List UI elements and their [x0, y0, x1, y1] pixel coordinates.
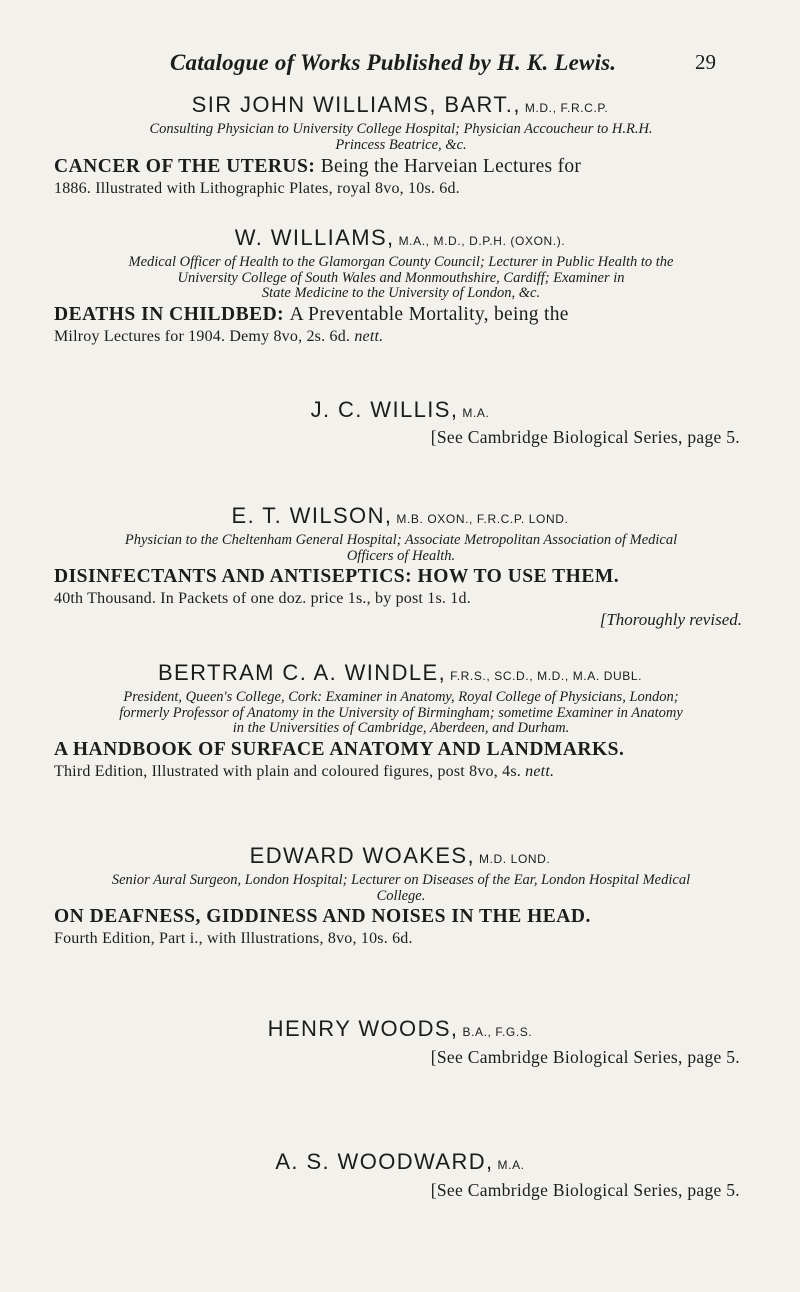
author-heading — [0, 503, 800, 529]
cross-reference: [See Cambridge Biological Series, page 5. — [430, 427, 740, 447]
book-detail: 1886. Illustrated with Lithographic Plates, royal 8vo, 10s. 6d. — [54, 180, 460, 197]
revision-note: [Thoroughly revised. — [599, 610, 742, 629]
author-affiliation — [58, 690, 744, 737]
author-heading — [0, 1149, 800, 1175]
page-number: 29 — [695, 50, 716, 74]
author-heading — [0, 397, 800, 423]
book-detail-nett: nett. — [525, 763, 555, 780]
author-name: SIR JOHN WILLIAMS, BART., — [191, 92, 521, 117]
cross-reference: [See Cambridge Biological Series, page 5. — [430, 1180, 740, 1200]
book-title-main: CANCER OF THE UTERUS: — [54, 156, 316, 177]
book-title — [54, 304, 754, 326]
author-degrees: F.R.S., SC.D., M.D., M.A. DUBL. — [450, 669, 643, 683]
book-detail: 40th Thousand. In Packets of one doz. price 1s., by post 1s. 1d. — [54, 590, 471, 607]
author-name: EDWARD WOAKES, — [249, 843, 475, 868]
author-heading — [0, 843, 800, 869]
affiliation-line: Physician to the Cheltenham General Hospital; Associate Metropolitan Association of Medical — [124, 532, 678, 548]
affiliation-line: in the Universities of Cambridge, Aberdeen, and Durham. — [232, 720, 570, 736]
author-name: W. WILLIAMS, — [234, 225, 395, 250]
running-title: Catalogue of Works Published by H. K. Lewis. — [170, 50, 617, 75]
author-name: BERTRAM C. A. WINDLE, — [157, 660, 447, 685]
book-title — [54, 739, 754, 761]
book-detail: Fourth Edition, Part i., with Illustrations, 8vo, 10s. 6d. — [54, 930, 413, 947]
author-affiliation — [58, 533, 744, 564]
affiliation-line: Medical Officer of Health to the Glamorgan County Council; Lecturer in Public Health to the — [128, 254, 674, 270]
author-degrees: M.D., F.R.C.P. — [524, 101, 609, 115]
book-title-main: DEATHS IN CHILDBED: — [54, 304, 285, 325]
book-title — [54, 906, 754, 928]
book-detail-text: Milroy Lectures for 1904. Demy 8vo, 2s. 6d. — [54, 328, 351, 345]
affiliation-line: Consulting Physician to University College Hospital; Physician Accoucheur to H.R.H. — [149, 121, 653, 137]
author-degrees: M.A. — [462, 406, 490, 420]
book-detail-text: Third Edition, Illustrated with plain and coloured figures, post 8vo, 4s. — [54, 763, 521, 780]
author-name: HENRY WOODS, — [267, 1016, 459, 1041]
book-detail — [54, 328, 754, 346]
book-detail — [54, 763, 754, 781]
author-affiliation — [58, 122, 744, 153]
author-affiliation — [58, 255, 744, 302]
affiliation-line: President, Queen's College, Cork: Examiner in Anatomy, Royal College of Physicians, London; — [123, 689, 679, 705]
author-degrees: M.B. OXON., F.R.C.P. LOND. — [396, 512, 569, 526]
affiliation-line: formerly Professor of Anatomy in the University of Birmingham; sometime Examiner in Anatomy — [119, 704, 683, 721]
author-name: A. S. WOODWARD, — [275, 1149, 494, 1174]
running-head — [0, 50, 800, 86]
book-title — [54, 566, 754, 588]
book-title-main: DISINFECTANTS AND ANTISEPTICS: HOW TO USE THEM. — [54, 566, 620, 587]
author-heading — [0, 660, 800, 686]
affiliation-line: State Medicine to the University of London, &c. — [261, 285, 541, 301]
author-degrees: M.D. LOND. — [479, 852, 551, 866]
book-title-main: ON DEAFNESS, GIDDINESS AND NOISES IN THE HEAD. — [54, 906, 591, 927]
book-title — [54, 156, 754, 178]
author-heading — [0, 92, 800, 118]
affiliation-line: College. — [376, 887, 426, 904]
author-name: E. T. WILSON, — [231, 503, 393, 528]
book-subtitle: A Preventable Mortality, being the — [289, 304, 569, 325]
book-detail-nett: nett. — [354, 328, 384, 345]
cross-reference: [See Cambridge Biological Series, page 5. — [430, 1047, 740, 1067]
author-degrees: B.A., F.G.S. — [462, 1025, 533, 1039]
affiliation-line: University College of South Wales and Monmouthshire, Cardiff; Examiner in — [177, 269, 625, 286]
author-heading — [0, 225, 800, 251]
author-affiliation — [58, 873, 744, 904]
affiliation-line: Senior Aural Surgeon, London Hospital; Lecturer on Diseases of the Ear, London Hospital Medical — [111, 872, 691, 888]
author-name: J. C. WILLIS, — [310, 397, 459, 422]
affiliation-line: Officers of Health. — [346, 547, 456, 564]
author-heading — [0, 1016, 800, 1042]
book-subtitle: Being the Harveian Lectures for — [320, 156, 582, 177]
author-degrees: M.A., M.D., D.P.H. (OXON.). — [398, 234, 566, 248]
affiliation-line: Princess Beatrice, &c. — [335, 136, 467, 153]
book-title-main: A HANDBOOK OF SURFACE ANATOMY AND LANDMARKS. — [54, 739, 625, 760]
author-degrees: M.A. — [497, 1158, 525, 1172]
